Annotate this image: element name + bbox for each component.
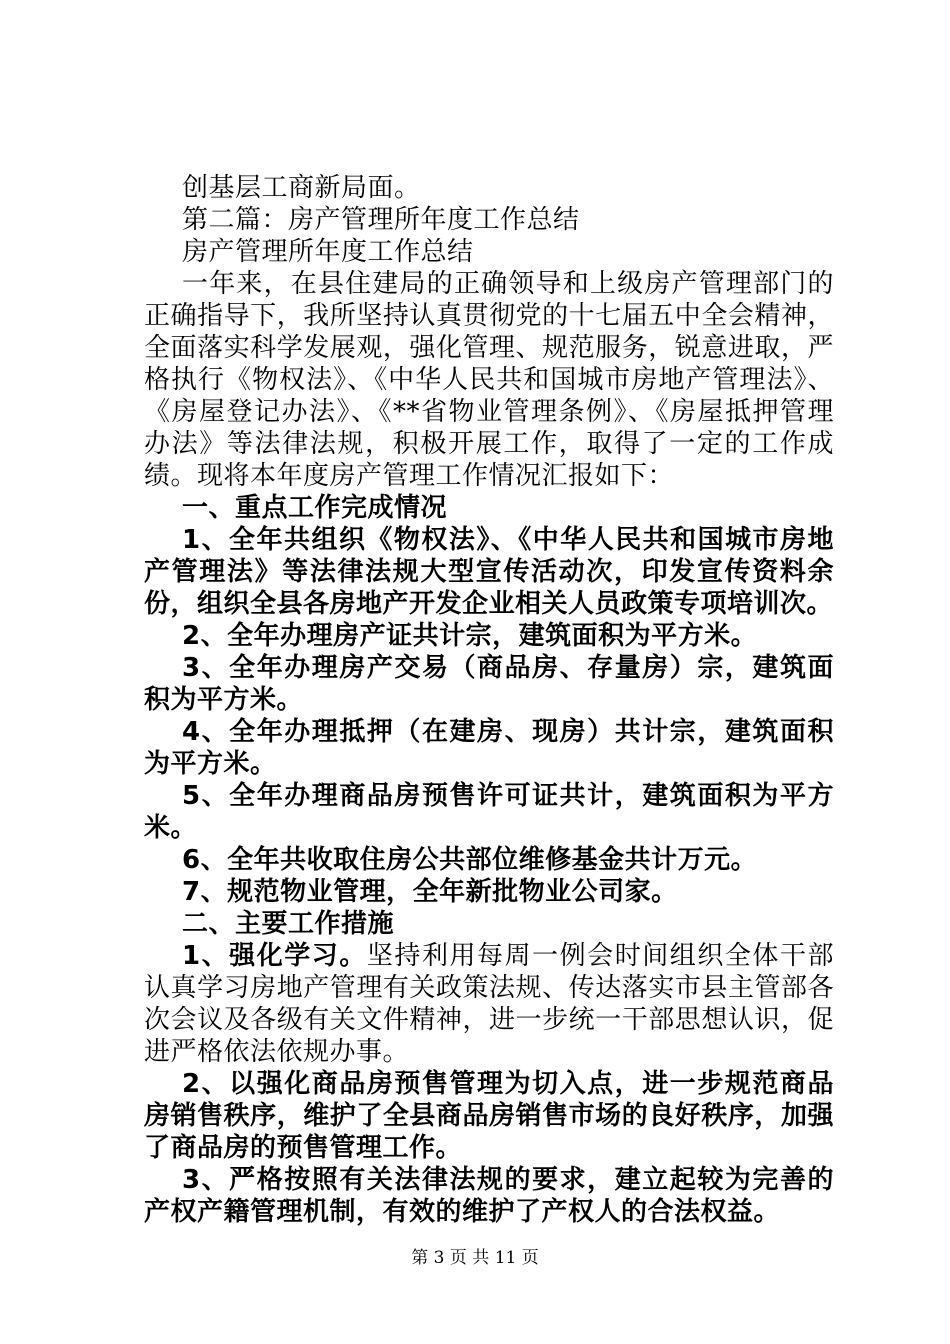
list-item-6: 6、全年共收取住房公共部位维修基金共计万元。 <box>182 845 758 875</box>
list-item-1: 1、全年共组织《物权法》、《中华人民共和国城市房地产管理法》等法律法规大型宣传活动次，印发宣传资料余份，组织全县各房地产开发企业相关人员政策专项培训次。 <box>144 525 834 619</box>
section-heading-part-two: 第二篇：房产管理所年度工作总结 <box>182 205 580 235</box>
document-title: 房产管理所年度工作总结 <box>182 237 474 267</box>
document-body <box>144 172 834 1228</box>
list-item-4: 4、全年办理抵押（在建房、现房）共计宗，建筑面积为平方米。 <box>144 717 834 779</box>
paragraph-intro: 一年来，在县住建局的正确领导和上级房产管理部门的正确指导下，我所坚持认真贯彻党的十七届五中全会精神，全面落实科学发展观，强化管理、规范服务，锐意进取，严格执行《物权法》、《中华人民共和国城市房地产管理法》、《房屋登记办法》、《**省物业管理条例》、《房屋抵押管理办法》等法律法规，积极开展工作，取得了一定的工作成绩。现将本年度房产管理工作情况汇报如下： <box>144 269 834 491</box>
heading-key-work: 一、重点工作完成情况 <box>182 493 448 523</box>
measure-item-2: 2、以强化商品房预售管理为切入点，进一步规范商品房销售秩序，维护了全县商品房销售市场的良好秩序，加强了商品房的预售管理工作。 <box>144 1069 834 1163</box>
list-item-2: 2、全年办理房产证共计宗，建筑面积为平方米。 <box>182 621 758 651</box>
list-item-5: 5、全年办理商品房预售许可证共计，建筑面积为平方米。 <box>144 781 834 843</box>
page-number-footer: 第 3 页 共 11 页 <box>411 1248 539 1268</box>
heading-main-measures: 二、主要工作措施 <box>182 909 395 939</box>
measure-item-1-body: 坚持利用每周一例会时间组织全体干部认真学习房地产管理有关政策法规、传达落实市县主管部各次会议及各级有关文件精神，进一步统一干部思想认识，促进严格依法依规办事。 <box>144 941 834 1067</box>
measure-item-1 <box>144 940 834 1068</box>
paragraph-closing-line: 创基层工商新局面。 <box>182 173 421 203</box>
measure-item-3: 3、严格按照有关法律法规的要求，建立起较为完善的产权产籍管理机制，有效的维护了产权人的合法权益。 <box>144 1165 834 1227</box>
list-item-7: 7、规范物业管理，全年新批物业公司家。 <box>182 877 678 907</box>
list-item-3: 3、全年办理房产交易（商品房、存量房）宗，建筑面积为平方米。 <box>144 653 834 715</box>
measure-item-1-lead: 1、强化学习。 <box>182 941 367 971</box>
